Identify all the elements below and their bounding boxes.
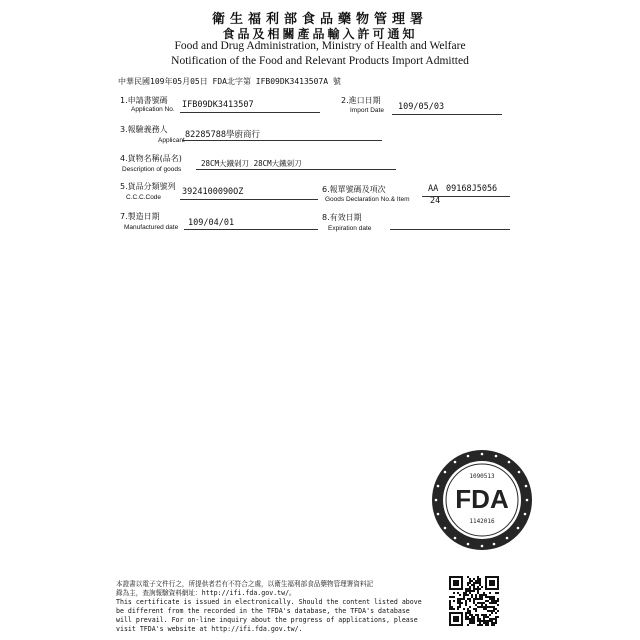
document-subtitle-zh: 食品及相關產品輸入許可通知 xyxy=(222,27,418,41)
manufactured-date-label-zh: 7.製造日期 xyxy=(120,212,160,221)
goods-declaration-value: 09168J5056 xyxy=(446,184,498,194)
footer-line-6: visit TFDA's website at http://ifi.fda.gov.tw/. xyxy=(116,625,303,633)
applicant-label-zh: 3.報驗義務人 xyxy=(120,125,168,134)
footer-line-4: be different from the recorded in the TFDA's database, the TFDA's database xyxy=(116,607,410,615)
footer-line-1: 本證書以電子文件行之，所提供者若有不符合之處，以衛生福利部食品藥物管理署資料記 xyxy=(116,580,374,588)
goods-label-en: Description of goods xyxy=(122,166,182,173)
goods-underline xyxy=(196,169,396,170)
ccc-code-value: 3924100090OZ xyxy=(182,187,244,197)
document-title-zh: 衛生福利部食品藥物管理署 xyxy=(211,11,428,26)
applicant-label-en: Applicant xyxy=(158,137,185,144)
ccc-code-underline xyxy=(180,199,318,200)
import-date-value: 109/05/03 xyxy=(398,102,445,112)
goods-declaration-item: 24 xyxy=(430,196,441,206)
goods-declaration-underline xyxy=(422,196,510,197)
ccc-code-label-zh: 5.貨品分類號列 xyxy=(120,182,176,191)
application-no-label-zh: 1.申請書號碼 xyxy=(120,96,168,105)
manufactured-date-value: 109/04/01 xyxy=(188,218,235,228)
expiration-date-label-en: Expiration date xyxy=(328,225,372,232)
document-subtitle-en: Notification of the Food and Relevant Products Import Admitted xyxy=(171,55,469,67)
seal-text: FDA xyxy=(455,484,509,514)
qr-code-icon xyxy=(449,576,499,626)
applicant-value: 82285788學廚商行 xyxy=(185,130,260,140)
fda-seal-icon xyxy=(430,448,534,552)
manufactured-date-underline xyxy=(184,229,318,230)
application-no-value: IFB09DK3413507 xyxy=(182,100,254,110)
expiration-date-underline xyxy=(390,229,510,230)
goods-declaration-prefix: AA xyxy=(428,184,439,194)
import-date-label-en: Import Date xyxy=(350,107,384,114)
import-date-underline xyxy=(392,114,502,115)
manufactured-date-label-en: Manufactured date xyxy=(124,224,179,231)
goods-value: 28CM大鐵剁刀 28CM大鐵剁刀 xyxy=(201,159,302,168)
import-date-label-zh: 2.進口日期 xyxy=(341,96,381,105)
seal-line1: 1090513 xyxy=(469,473,495,480)
document-title-en: Food and Drug Administration, Ministry of Health and Welfare xyxy=(174,40,466,52)
application-no-underline xyxy=(180,112,320,113)
expiration-date-label-zh: 8.有效日期 xyxy=(322,213,362,222)
footer-line-5: will prevail. For on-line inquiry about the progress of applications, please xyxy=(116,616,418,624)
ccc-code-label-en: C.C.C.Code xyxy=(126,194,162,201)
reference-line: 中華民國109年05月05日 FDA北字第 IFB09DK3413507A 號 xyxy=(118,77,341,86)
application-no-label-en: Application No. xyxy=(131,106,175,113)
goods-declaration-label-zh: 6.報單號碼及項次 xyxy=(322,185,386,194)
footer-line-3: This certificate is issued in electronically. Should the content listed above xyxy=(116,598,422,606)
goods-label-zh: 4.貨物名稱(品名) xyxy=(120,154,182,163)
seal-line2: 1142016 xyxy=(469,518,495,525)
applicant-underline xyxy=(182,140,382,141)
goods-declaration-label-en: Goods Declaration No.& Item xyxy=(325,196,410,203)
footer-line-2: 錄為主，查詢報驗資料網址：http://ifi.fda.gov.tw/。 xyxy=(116,589,296,597)
